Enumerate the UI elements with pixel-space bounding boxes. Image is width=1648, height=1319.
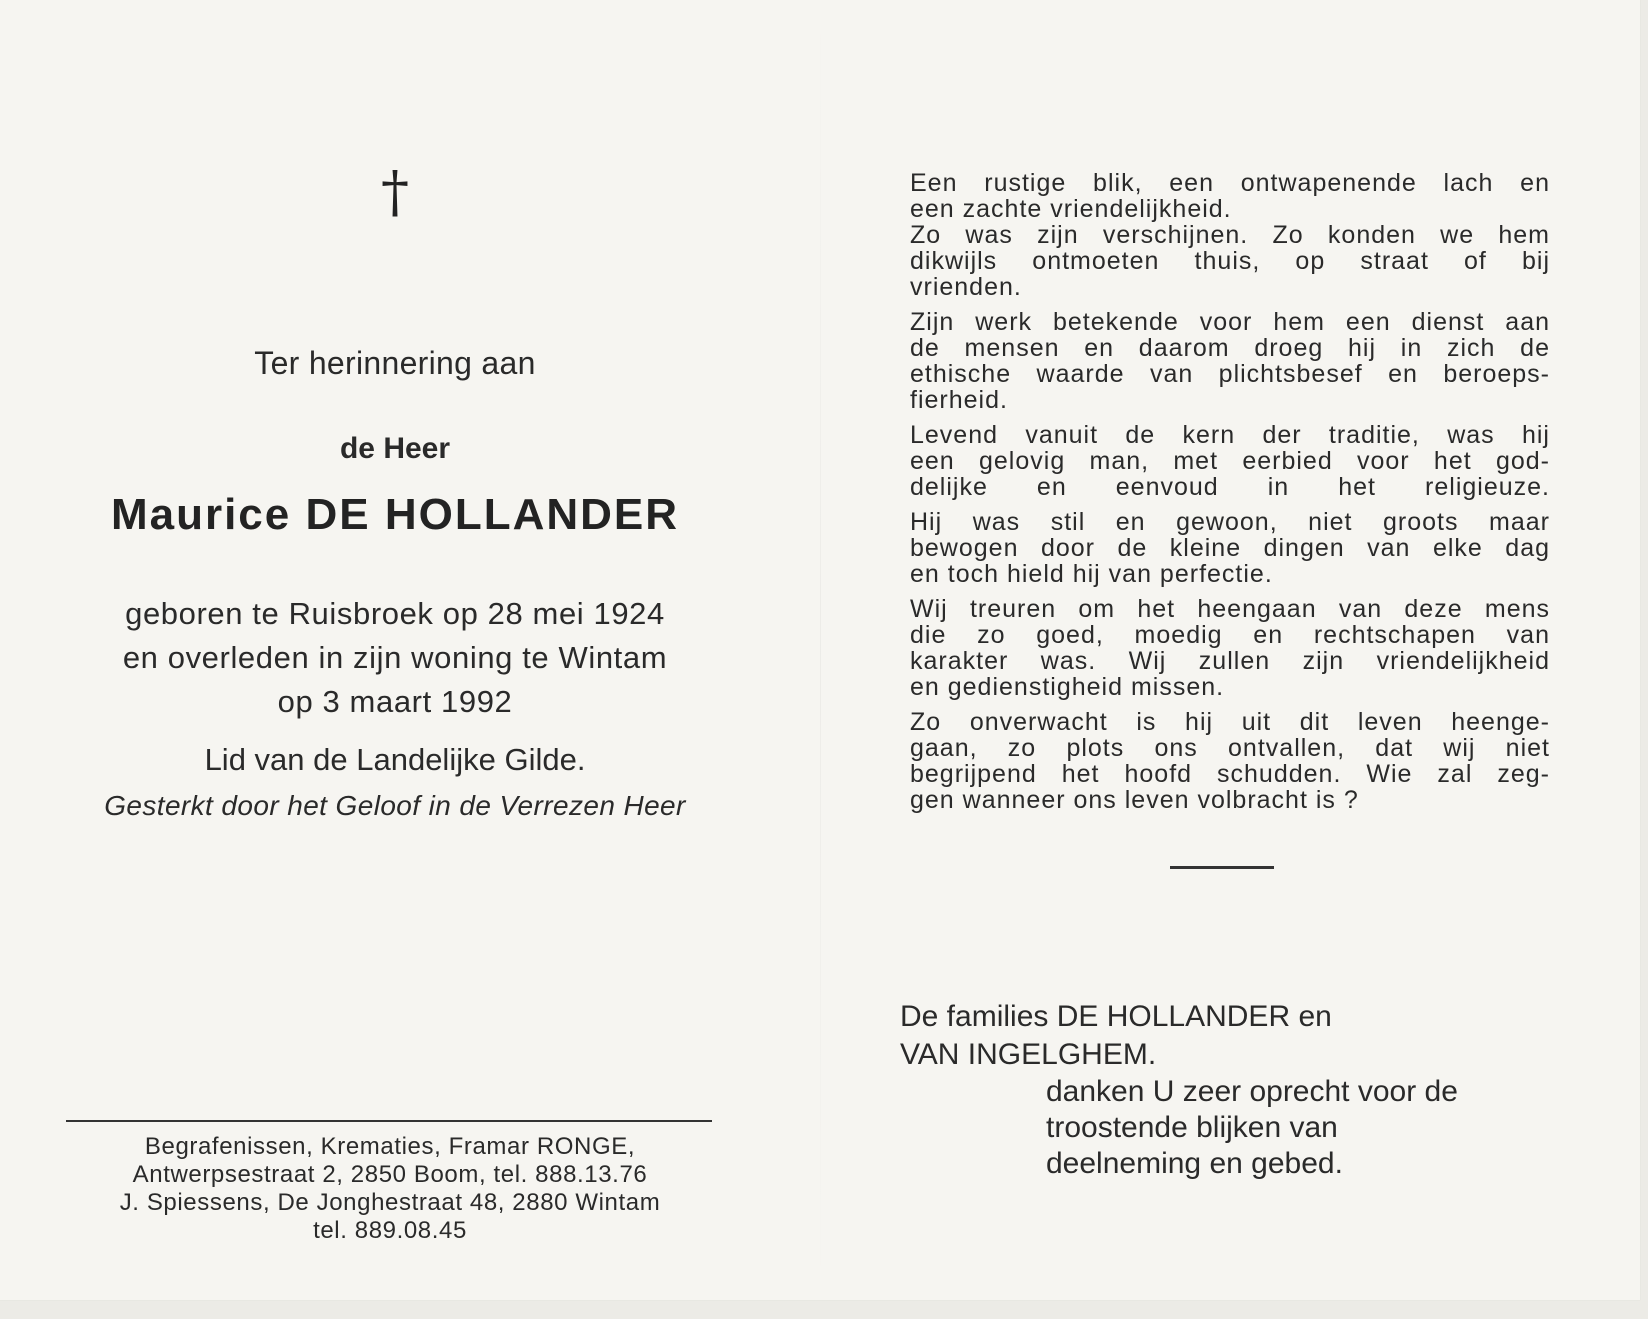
text-line: Hij was stil en gewoon, niet groots maar: [910, 508, 1550, 536]
text-line: Wij treuren om het heengaan van deze mens: [910, 595, 1550, 623]
membership-text: Lid van de Landelijke Gilde.: [204, 742, 586, 777]
paragraph: [910, 170, 1550, 300]
thanks-line: danken U zeer oprecht voor de: [1046, 1075, 1458, 1108]
text-line: karakter was. Wij zullen zijn vriendelijkheid: [910, 647, 1550, 675]
text-line: een zachte vriendelijkheid.: [910, 195, 1232, 223]
text-line: gaan, zo plots ons ontvallen, dat wij niet: [910, 734, 1550, 762]
thanks-line: De families DE HOLLANDER en: [900, 1000, 1332, 1033]
funeral-directors: [60, 1133, 720, 1245]
funeral-line: tel. 889.08.45: [313, 1217, 467, 1244]
paragraph: [910, 309, 1550, 413]
cross-icon: †: [381, 160, 409, 225]
text-line: Zo was zijn verschijnen. Zo konden we hem: [910, 221, 1550, 249]
text-line: Een rustige blik, een ontwapenende lach en: [910, 169, 1550, 197]
divider-line: [1170, 866, 1274, 869]
thanks-line: deelneming en gebed.: [1046, 1147, 1343, 1180]
text-line: en toch hield hij van perfectie.: [910, 560, 1273, 588]
text-line: bewogen door de kleine dingen van elke dag: [910, 534, 1550, 562]
text-line: delijke en eenvoud in het religieuze.: [910, 473, 1550, 501]
life-line: geboren te Ruisbroek op 28 mei 1924: [125, 596, 665, 631]
life-details: [0, 592, 790, 724]
card-fold: [820, 0, 821, 1300]
intro-text: Ter herinnering aan: [254, 345, 536, 381]
funeral-line: J. Spiessens, De Jonghestraat 48, 2880 Wintam: [119, 1189, 661, 1216]
thanks-line: VAN INGELGHEM.: [900, 1038, 1157, 1071]
paragraph: [910, 596, 1550, 700]
deceased-name: Maurice DE HOLLANDER: [110, 490, 680, 539]
paragraph: [910, 709, 1550, 813]
text-line: vrienden.: [910, 273, 1022, 301]
faith-text: Gesterkt door het Geloof in de Verrezen Heer: [104, 790, 686, 821]
text-line: en gedienstigheid missen.: [910, 673, 1225, 701]
text-line: die zo goed, moedig en rechtschapen van: [910, 621, 1550, 649]
thanks-text: [900, 998, 1600, 1182]
thanks-line: troostende blijken van: [1046, 1111, 1338, 1144]
honorific: de Heer: [339, 432, 451, 465]
text-line: Zijn werk betekende voor hem een dienst aan: [910, 308, 1550, 336]
text-line: een gelovig man, met eerbied voor het god-: [910, 447, 1550, 475]
divider-line: [66, 1120, 712, 1122]
text-line: Zo onverwacht is hij uit dit leven heenge-: [910, 708, 1550, 736]
text-line: de mensen en daarom droeg hij in zich de: [910, 334, 1550, 362]
text-line: ethische waarde van plichtsbesef en beroeps-: [910, 360, 1550, 388]
funeral-line: Begrafenissen, Krematies, Framar RONGE,: [144, 1133, 636, 1160]
text-line: Levend vanuit de kern der traditie, was hij: [910, 421, 1550, 449]
text-line: gen wanneer ons leven volbracht is ?: [910, 786, 1359, 814]
text-line: dikwijls ontmoeten thuis, op straat of bij: [910, 247, 1550, 275]
life-line: op 3 maart 1992: [277, 684, 513, 719]
funeral-line: Antwerpsestraat 2, 2850 Boom, tel. 888.13.76: [132, 1161, 648, 1188]
memorial-text: [910, 170, 1550, 822]
text-line: fierheid.: [910, 386, 1008, 414]
text-line: begrijpend het hoofd schudden. Wie zal zeg-: [910, 760, 1550, 788]
life-line: en overleden in zijn woning te Wintam: [122, 640, 668, 675]
paragraph: [910, 422, 1550, 500]
paragraph: [910, 509, 1550, 587]
